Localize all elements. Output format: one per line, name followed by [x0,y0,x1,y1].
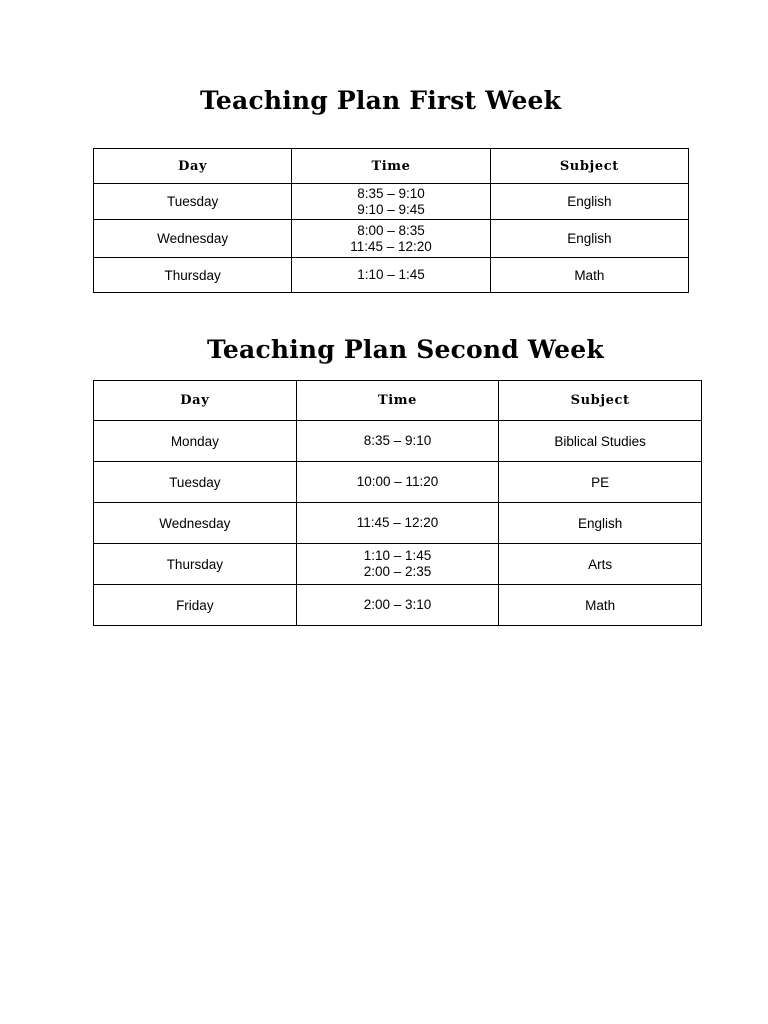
day-cell: Thursday [94,544,297,585]
day-cell: Wednesday [94,220,292,258]
time-slot: 2:00 – 3:10 [363,597,432,612]
subject-cell: Biblical Studies [499,421,702,462]
header-time: Time [292,149,490,184]
time-cell [292,258,490,293]
time-slot: 10:00 – 11:20 [356,474,439,489]
time-cell [296,544,499,585]
header-time: Time [296,381,499,421]
time-cell [292,220,490,258]
day-cell: Monday [94,421,297,462]
week-1-table [93,148,689,293]
day-cell: Tuesday [94,184,292,220]
time-cell [296,585,499,626]
day-cell: Wednesday [94,503,297,544]
subject-cell: English [490,220,688,258]
time-cell [296,462,499,503]
subject-cell: English [499,503,702,544]
time-slot: 1:10 – 1:45 [363,548,432,563]
table-row [94,184,689,220]
time-slot: 11:45 – 12:20 [356,515,439,530]
week-2-table [93,380,702,626]
time-cell [292,184,490,220]
day-cell: Tuesday [94,462,297,503]
subject-cell: Math [499,585,702,626]
table-row [94,585,702,626]
header-subject: Subject [499,381,702,421]
time-slot: 1:10 – 1:45 [357,267,425,282]
subject-cell: PE [499,462,702,503]
table-header-row [94,381,702,421]
time-slot: 9:10 – 9:45 [357,201,425,217]
table-row [94,421,702,462]
table-row [94,220,689,258]
subject-cell: English [490,184,688,220]
time-slot: 11:45 – 12:20 [350,238,432,254]
time-cell [296,421,499,462]
week-2-title: Teaching Plan Second Week [207,335,604,364]
table-row [94,503,702,544]
table-row [94,462,702,503]
time-slot: 8:35 – 9:10 [363,433,432,448]
table-row [94,258,689,293]
subject-cell: Math [490,258,688,293]
time-slot: 8:35 – 9:10 [357,185,425,201]
table-header-row [94,149,689,184]
table-row [94,544,702,585]
week-1-title: Teaching Plan First Week [200,86,562,115]
day-cell: Friday [94,585,297,626]
subject-cell: Arts [499,544,702,585]
time-cell [296,503,499,544]
time-slot: 2:00 – 2:35 [363,564,432,579]
header-day: Day [94,381,297,421]
day-cell: Thursday [94,258,292,293]
header-day: Day [94,149,292,184]
header-subject: Subject [490,149,688,184]
time-slot: 8:00 – 8:35 [357,222,425,238]
